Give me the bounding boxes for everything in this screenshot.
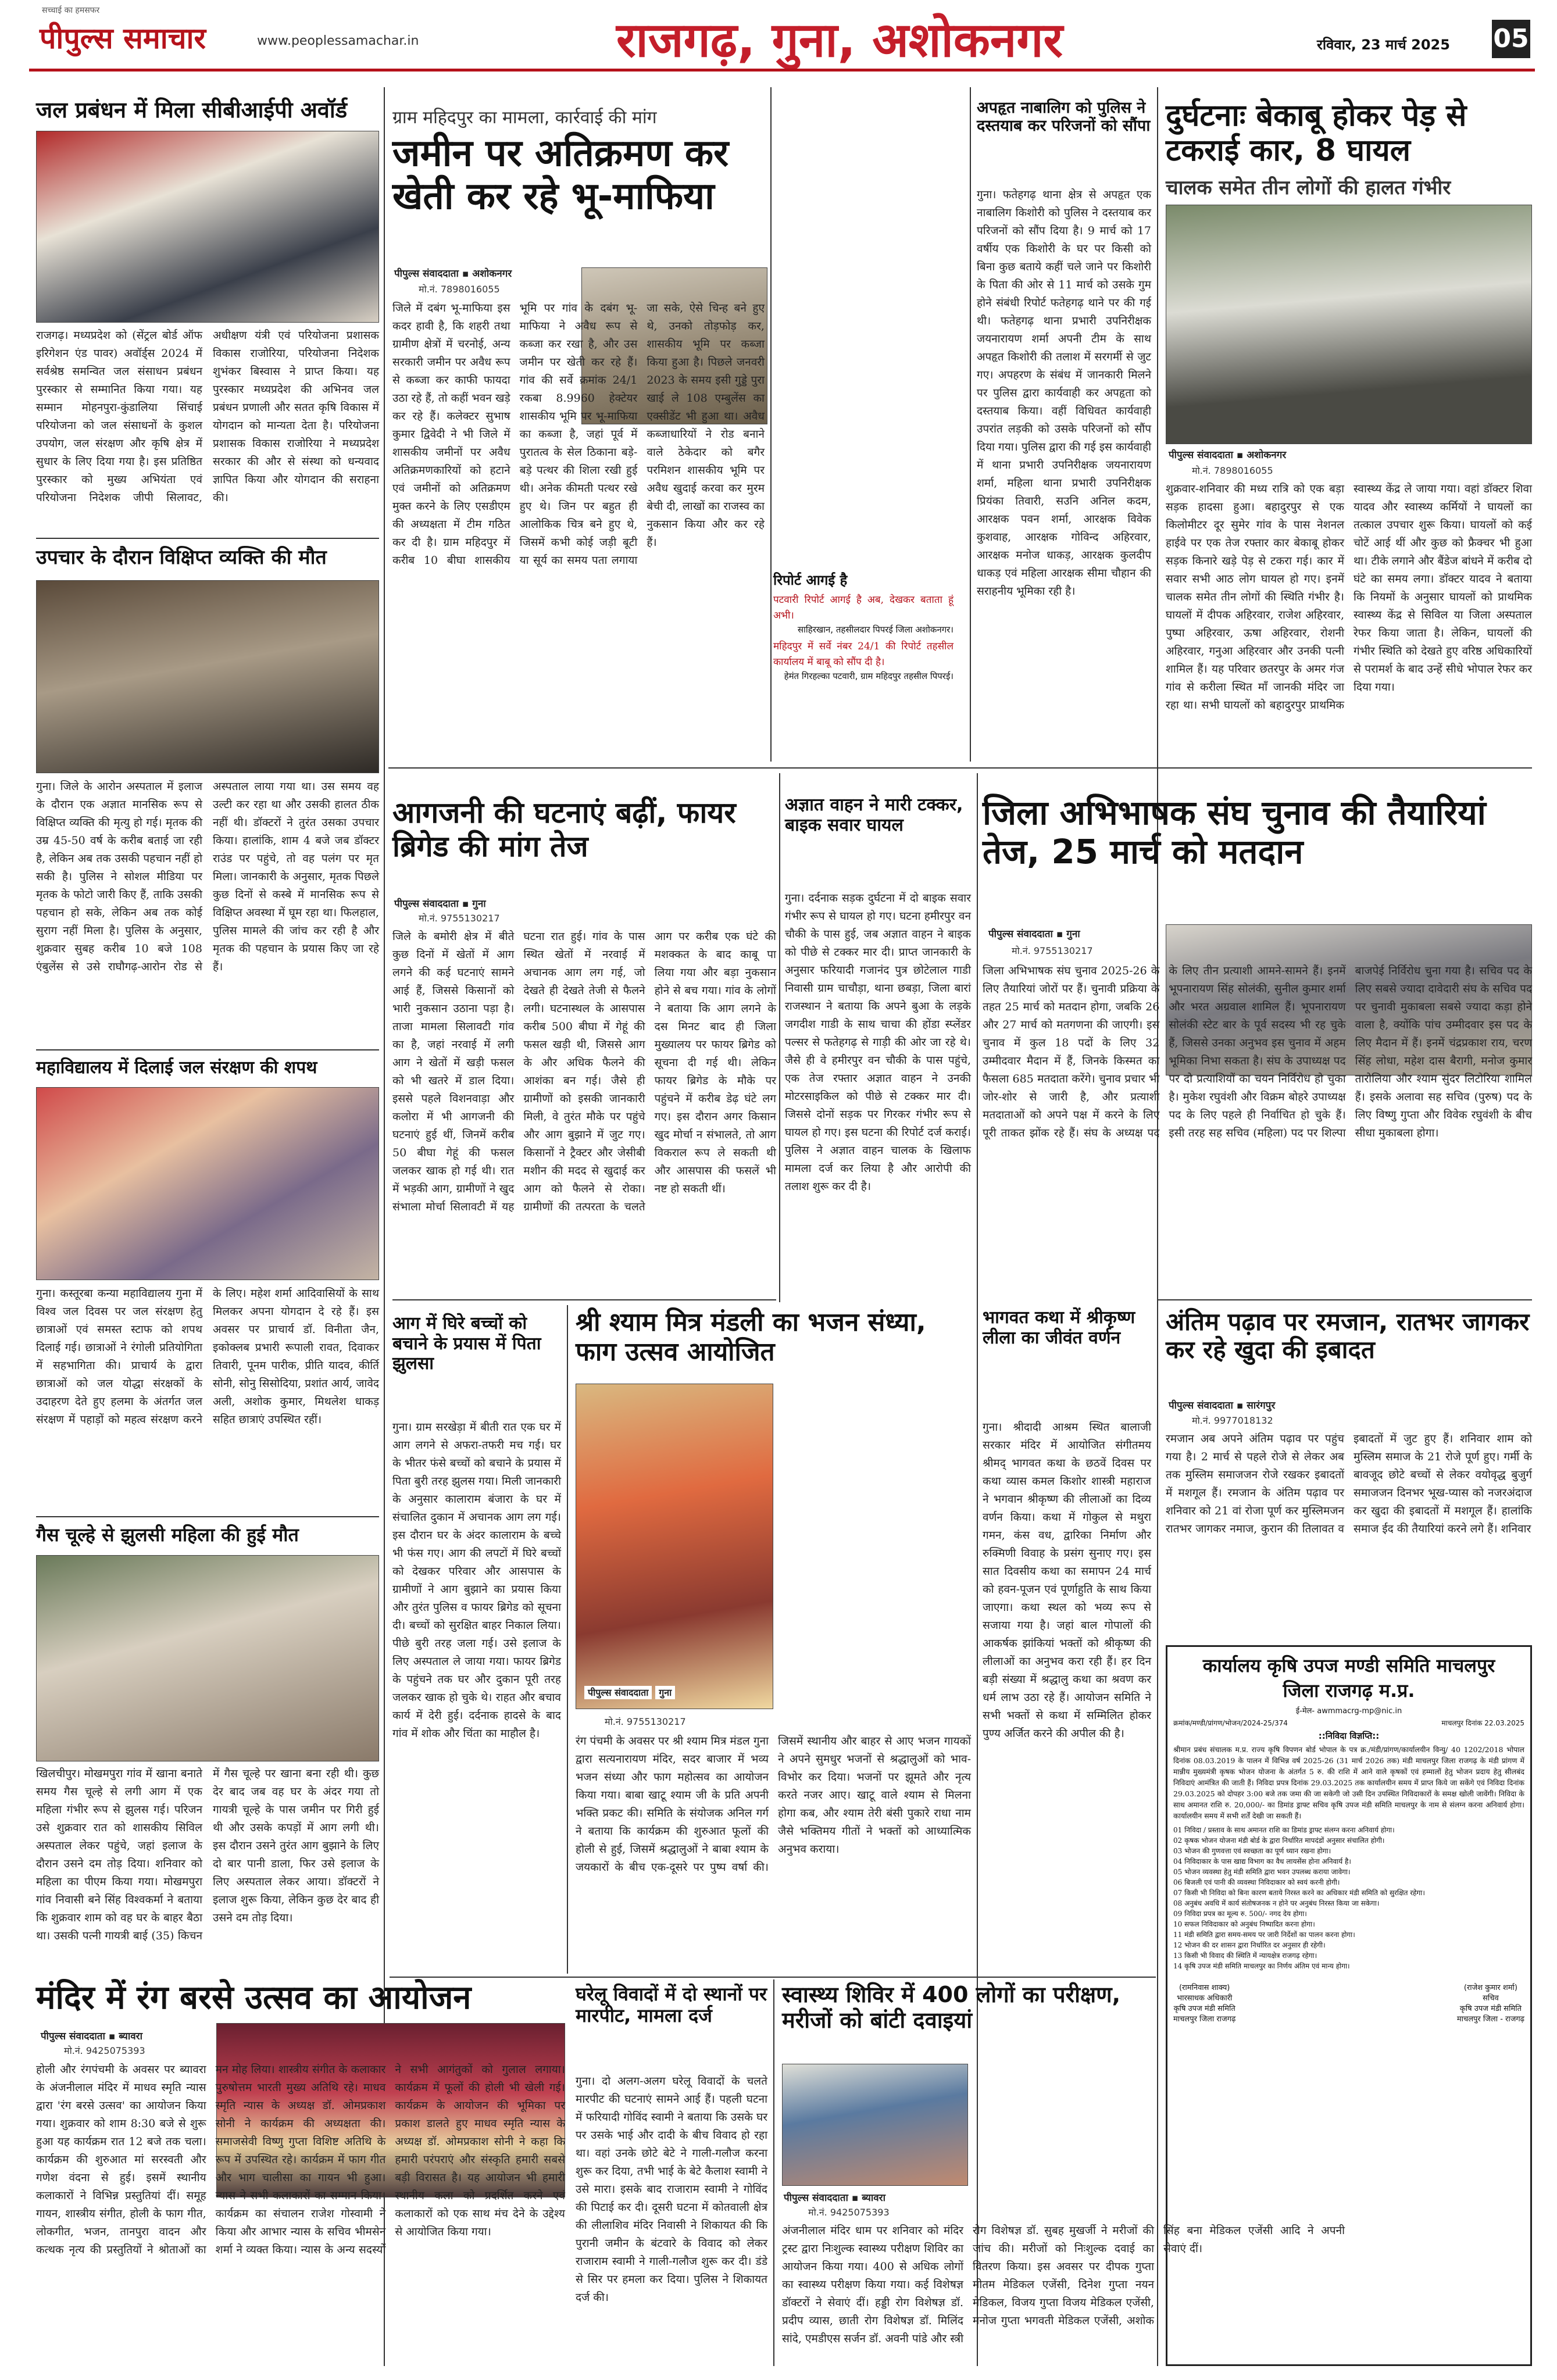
temple-byline: पीपुल्स संवाददाता ▪ ब्यावरा [41,2031,143,2042]
missing-headline: अपहृत नाबालिग को पुलिस ने दस्तयाब कर परिजनों को सौंपा [977,99,1151,135]
encroach-headline: जमीन पर अतिक्रमण कर खेती कर रहे भू-माफिया [392,132,729,218]
mental-body: गुना। जिले के आरोन अस्पताल में इलाज के दौरान एक अज्ञात मानसिक रूप से विक्षिप्त व्यक्ति की मृत्यु हो गई। मृतक की उम्र 45-50 वर्ष के करीब बताई जा रही है, लेकिन अब तक उसकी पहचान नहीं हो सकी है। पुलिस ने सोशल मीडिया पर मृतक के फोटो जारी किए हैं, ताकि उसकी पहचान हो सके, लेकिन अब तक कोई सुराग नहीं मिला है। पुलिस के अनुसार, शुक्रवार सुबह करीब 10 बजे 108 एंबुलेंस से उसे राघौगढ़-आरोन रोड से अस्पताल लाया गया था। उस समय वह उल्टी कर रहा था और उसकी हालत ठीक नहीं थी। डॉक्टरों ने तुरंत उसका उपचार किया। हालांकि, शाम 4 बजे जब डॉक्टर राउंड पर पहुंचे, तो वह पलंग पर मृत मिला। जानकारी के अनुसार, मृतक पिछले कुछ दिनों से कस्बे में मानसिक रूप से विक्षिप्त अवस्था में घूम रहा था। फिलहाल, पुलिस मामले की जांच कर रही है और मृतक की पहचान के प्रयास किए जा रहे हैं। [36,780,379,973]
accident-byline: पीपुल्स संवाददाता ▪ अशोकनगर [1169,449,1287,461]
bar-mobile: मो.नं. 9755130217 [1012,945,1093,956]
encroach-byline: पीपुल्स संवाददाता ▪ अशोकनगर [394,268,512,280]
tender-signatures [1173,1982,1524,2024]
fire-byline: पीपुल्स संवाददाता ▪ गुना [394,898,486,910]
byline-place: ब्यावरा [119,2031,143,2042]
issue-date: रविवार, 23 मार्च 2025 [1317,37,1450,53]
water-award-photo [36,131,379,323]
sig-title: माचलपुर जिला राजगढ़ [1173,2015,1236,2024]
college-photo [36,1087,379,1280]
byline-name: पीपुल्स संवाददाता [988,928,1053,940]
byline-place: ब्यावरा [862,2192,886,2204]
health-byline: पीपुल्स संवाददाता ▪ ब्यावरा [784,2192,886,2204]
accident-headline: दुर्घटनाः बेकाबू होकर पेड़ से टकराई कार, 8 घायल [1166,98,1467,168]
health-body: अंजनीलाल मंदिर धाम पर शनिवार को मंदिर ट्रस्ट द्वारा निःशुल्क स्वास्थ्य परीक्षण शिविर का आयोजन किया गया। 400 से अधिक लोगों का स्वास्थ्य परीक्षण किया गया। कई विशेषज्ञ डॉक्टरों ने सेवाएं दीं। हड्डी रोग विशेषज्ञ डॉ. प्रदीप व्यास, छाती रोग विशेषज्ञ डॉ. मिलिंद सांदे, एमडीएस सर्जन डॉ. अवनी पांडे और स्त्री रोग विशेषज्ञ डॉ. सुबह मुखर्जी ने मरीजों की जांच की। मरीजों को निःशुल्क दवाई का वितरण किया। इस अवसर पर दीपक गुप्ता मीतम मेडिकल एजेंसी, दिनेश गुप्ता नयन मेडिकल, विजय गुप्ता विजय मेडिकल एजेंसी, मनोज गुप्ता भगवती मेडिकल एजेंसी, अशोक सिंह बना मेडिकल एजेंसी आदि ने अपनी सेवाएं दीं। [782,2224,1345,2345]
divider [36,1049,379,1050]
tender-condition: 03 भोजन की गुणवत्ता एवं स्वच्छता का पूर्ण ध्यान रखना होगा। [1173,1847,1331,1855]
accident-mobile: मो.नं. 7898016055 [1192,465,1273,476]
bike-body: गुना। दर्दनाक सड़क दुर्घटना में दो बाइक सवार गंभीर रूप से घायल हो गए। घटना हमीरपुर वन चौकी के पास हुई, जब अज्ञात वाहन ने बाइक को पीछे से टक्कर मार दी। प्राप्त जानकारी के अनुसार फरियादी गजानंद पुत्र छोटेलाल गाडी निवासी ग्राम चाचौड़ा, थाना छबड़ा, जिला बारां राजस्थान ने बताया कि अपने बुआ के लड़के जगदीश गाडी के साथ चाचा की होंडा स्प्लेंडर पल्सर से फतेहगढ़ से गाड़ी की ओर जा रहे थे। जैसे ही वे हमीरपुर वन चौकी के पास पहुंचे, एक तेज रफ्तार अज्ञात वाहन ने उनकी मोटरसाइकिल को पीछे से टक्कर मार दी। जिससे दोनों सड़क पर गिरकर गंभीर रूप से घायल हो गए। इस घटना की रिपोर्ट दर्ज कराई। पुलिस ने अज्ञात वाहन चालक के खिलाफ मामला दर्ज कर लिया है और आरोपी की तलाश शुरू कर दी है। [785,892,971,1193]
health-headline: स्वास्थ्य शिविर में 400 लोगों का परीक्षण, मरीजों को बांटी दवाइयां [782,1982,1121,2033]
accident-photo [1166,205,1532,444]
temple-headline: मंदिर में रंग बरसे उत्सव का आयोजन [36,1979,472,2017]
tender-condition: 13 किसी भी विवाद की स्थिति में न्यायक्षेत्र राजगढ़ रहेगा। [1173,1952,1317,1960]
byline-place: अशोकनगर [472,268,512,280]
column-rule [770,87,772,762]
tender-email: ई-मेल- awmmacrg-mp@nic.in [1295,1707,1402,1716]
college-body: गुना। कस्तूरबा कन्या महाविद्यालय गुना में विश्व जल दिवस पर जल संरक्षण हेतु छात्राओं एवं समस्त स्टाफ को शपथ दिलाई गई। छात्राओं ने रंगोली प्रतियोगिता में सहभागिता की। प्राचार्य के द्वारा छात्राओं को जल योद्धा संरक्षकों के उदाहरण देते हुए हलमा के अंतर्गत जल संरक्षण में पहाड़ों को महत्व संरक्षण करने के लिए। महेश शर्मा आदिवासियों के साथ मिलकर अपना योगदान दे रहे हैं। इस अवसर पर प्राचार्य डॉ. विनीता जैन, इकोक्लब प्रभारी रूपाली रावत, दिवाकर तिवारी, पूनम पारीक, प्रीति यादव, कीर्ति सोनी, सोनु सिसोदिया, प्रशांत आर्य, जावेद अली, अशोक कुमार, मिथलेश धाकड़ सहित छात्राएं उपस्थित रहीं। [36,1287,379,1426]
tender-condition: 02 कृषक भोजन योजना मंडी बोर्ड के द्वारा निर्धारित मापदंडों अनुसार संचालित होगी। [1173,1836,1385,1845]
shyam-body: रंग पंचमी के अवसर पर श्री श्याम मित्र मंडल गुना द्वारा सत्यनारायण मंदिर, सदर बाजार में भव्य भजन संध्या और फाग महोत्सव का आयोजन किया गया। बाबा खाटू श्याम जी के प्रति अपनी भक्ति प्रकट की। समिति के संयोजक अनिल गर्ग ने बताया कि कार्यक्रम की शुरुआत फूलों की होली से हुई, जिसमें श्रद्धालुओं ने बाबा श्याम के जयकारों के बीच एक-दूसरे पर पुष्प वर्षा की। जिसमें स्थानीय और बाहर से आए भजन गायकों ने अपने सुमधुर भजनों से श्रद्धालुओं को भाव-विभोर कर दिया। भजनों पर झूमते और नृत्य करते नजर आए। खाटू वाले श्याम से मिलना होगा कब, और श्याम तेरी बंसी पुकारे राधा नाम जैसे भक्तिमय गीतों ने भक्तों को आध्यात्मिक अनुभव कराया। [576,1735,971,1874]
fire-body: जिले के बमोरी क्षेत्र में बीते कुछ दिनों में खेतों में आग लगने की कई घटनाएं सामने आई हैं, जिससे किसानों को भारी नुकसान उठाना पड़ा है। ताजा मामला सिलावटी गांव का है, जहां नरवाई में लगी आग ने खेतों में खड़ी फसल को भी खतरे में डाल दिया। इससे पहले विशनवाड़ा और कलोरा में भी आगजनी की घटनाएं हुई थीं, जिनमें करीब 50 बीघा गेहूं की फसल जलकर खाक हो गई थी। रात में भड़की आग, ग्रामीणों ने खुद संभाला मोर्चा सिलावटी में यह घटना रात हुई। गांव के पास स्थित खेतों में नरवाई में अचानक आग लग गई, जो देखते ही देखते तेजी से फैलने लगी। घटनास्थल के आसपास करीब 500 बीघा में गेहूं की फसल खड़ी थी, जिससे आग के और अधिक फैलने की आशंका बन गई। जैसे ही ग्रामीणों को इसकी जानकारी मिली, वे तुरंत मौके पर पहुंचे और आग बुझाने में जुट गए। किसानों ने ट्रैक्टर और जेसीबी मशीन की मदद से खुदाई कर आग को फैलने से रोका। ग्रामीणों की तत्परता के चलते आग पर करीब एक घंटे की मशक्कत के बाद काबू पा लिया गया और बड़ा नुकसान होने से बच गया। गांव के लोगों ने बताया कि आग लगने के दस मिनट बाद ही जिला मुख्यालय पर फायर ब्रिगेड को सूचना दी गई थी। लेकिन फायर ब्रिगेड के मौके पर पहुंचने में करीब डेढ़ घंटे लग गए। इस दौरान अगर किसान खुद मोर्चा न संभालते, तो आग विकराल रूप ले सकती थी और आसपास की फसलें भी नष्ट हो सकती थीं। [392,930,776,1213]
encroach-body: जिले में दबंग भू-माफिया इस कदर हावी है, कि शहरी तथा ग्रामीण क्षेत्रों में चरनोई, अन्य सरकारी जमीन पर अवैध रूप से कब्जा कर काफी फायदा उठा रहे हैं, तो कहीं भवन खड़े कर रहे हैं। कलेक्टर सुभाष कुमार द्विवेदी ने भी जिले में शासकीय जमीनों पर अवैध अतिक्रमणकारियों को हटाने एवं जमीनों को अतिक्रमण मुक्त करने के लिए एसडीएम की अध्यक्षता में टीम गठित कर दी है। ग्राम महिदपुर में करीब 10 बीघा शासकीय भूमि पर गांव के दबंग भू-माफिया ने अवैध रूप से कब्जा कर रखा है, और उस जमीन पर खेती कर रहे हैं। गांव की सर्वे क्रमांक 24/1 रकबा 8.9960 हेक्टेयर शासकीय भूमि पर भू-माफिया का कब्जा है, जहां पूर्व में पुरातत्व के सेल ठिकाना बड़े-बड़े पत्थर की शिला रखी हुई थी। अनेक कीमती पत्थर रखे हुए थे। जिन पर बहुत ही आलोकिक चित्र बने हुए थे, जिसमें कभी कोई जड़ी बूटी या सूर्य का समय पता लगाया जा सके, ऐसे चिन्ह बने हुए थे, उनको तोड़फोड़ कर, शासकीय भूमि पर कब्जा किया हुआ है। पिछले जनवरी 2023 के समय इसी गुड्डे पुरा खाई ले 108 एम्बुलेंस का एक्सीडेंट भी हुआ था। अवैध कब्जाधारियों ने रोड बनाने वाले ठेकेदार को बगैर परमिशन शासकीय भूमि पर अवैध खुदाई करवा कर मुरम बेची दी, लाखों का राजस्व का नुकसान किया और कर रहे हैं। [392,302,765,567]
fire-headline: आगजनी की घटनाएं बढ़ीं, फायर ब्रिगेड की मांग तेज [392,796,736,863]
report-box-title: रिपोर्ट आगई है [773,572,848,588]
fire-mobile: मो.नं. 9755130217 [419,913,500,924]
ramzan-body: रमजान अब अपने अंतिम पढ़ाव पर पहुंच गया है। 2 मार्च से पहले रोजे से लेकर अब तक मुस्लिम समाजजन रोजे रखकर इबादतों में मशगूल हैं। रमजान के अंतिम पढ़ाव पर शनिवार को 21 वां रोजा पूर्ण कर मुस्लिमजन रातभर जागकर नमाज, कुरान की तिलावत व इबादतों में जुट हुए हैं। शनिवार शाम को मुस्लिम समाज के 21 रोजे पूर्ण हुए। गर्मी के बावजूद छोटे बच्चों से लेकर वयोवृद्ध बुजुर्ग समाजजन दिनभर भूख-प्यास को नजरअंदाज कर खुदा की इबादतों में मशगूल हैं। हालांकि समाज ईद की तैयारियां करने लगे हैं। शनिवार [1166,1432,1532,1535]
report-name2: हेमंत गिरहल्का पटवारी, ग्राम महिदपुर तहसील पिपरई। [784,670,954,681]
column-rule [773,1979,774,2366]
tender-condition: 11 मंडी समिति द्वारा समय-समय पर जारी निर्देशों का पालन करना होगा। [1173,1931,1355,1939]
ramzan-byline: पीपुल्स संवाददाता ▪ सारंगपुर [1169,1400,1276,1411]
tender-title-line2: जिला राजगढ़ म.प्र. [1283,1679,1415,1702]
report-quote1: पटवारी रिपोर्ट आगई है अब, देखकर बताता हूं अभी। [773,594,954,621]
masthead [0,0,1557,74]
bhagwat-body: गुना। श्रीदादी आश्रम स्थित बालाजी सरकार मंदिर में आयोजित संगीतमय श्रीमद् भागवत कथा के छठवें दिवस पर कथा व्यास कमल किशोर शास्त्री महाराज ने भगवान श्रीकृष्ण की लीलाओं का दिव्य वर्णन किया। कथा में गोकुल से मथुरा गमन, कंस वध, द्वारिका निर्माण और रुक्मिणी विवाह के प्रसंग सुनाए गए। इस सात दिवसीय कथा का समापन 24 मार्च को हवन-पूजन एवं पूर्णाहुति के साथ किया जाएगा। कथा स्थल को भव्य रूप से सजाया गया है। जहां बाल गोपालों की आकर्षक झांकियां भक्तों को श्रीकृष्ण की लीलाओं का अनुभव करा रही हैं। हर दिन बड़ी संख्या में श्रद्धालु कथा का श्रवण कर धर्म लाभ उठा रहे हैं। आयोजन समिति ने सभी भक्तों से कथा में सम्मिलित होकर पुण्य अर्जित करने की अपील की है। [983,1421,1151,1740]
tender-notice [1166,1645,1532,2366]
mental-headline: उपचार के दौरान विक्षिप्त व्यक्ति की मौत [36,546,327,569]
byline-place: गुना [1066,928,1080,940]
tender-sig-right [1457,1982,1524,2024]
health-photo [782,2064,968,2186]
tender-condition: 05 भोजन व्यवस्था हेतु मंडी समिति द्वारा भवन उपलब्ध कराया जावेगा। [1173,1868,1351,1876]
divider [390,1977,1156,1978]
tender-condition: 09 निविदा प्रपत्र का मूल्य रु. 500/- नगद देय होगा। [1173,1910,1307,1918]
website-url[interactable]: www.peoplessamachar.in [257,34,419,48]
shyam-mobile: मो.नं. 9755130217 [605,1716,686,1727]
byline-place: सारंगपुर [1247,1400,1276,1411]
byline-name: पीपुल्स संवाददाता [1169,1400,1233,1411]
byline-place: अशोकनगर [1247,449,1287,461]
byline-name: पीपुल्स संवाददाता [784,2192,848,2204]
tender-title-line1: कार्यालय कृषि उपज मण्डी समिति माचलपुर [1202,1654,1495,1677]
sig-title: कृषि उपज मंडी समिति [1459,2004,1522,2013]
tender-condition: 14 कृषि उपज मंडी समिति माचलपुर का निर्णय अंतिम एवं मान्य होगा। [1173,1962,1350,1970]
byline-name: पीपुल्स संवाददाता [1169,449,1233,461]
sig-title: भारसाधक अधिकारी [1176,1994,1233,2003]
tender-condition: 08 अनुबंध अवधि में कार्य संतोषजनक न होने पर अनुबंध निरस्त किया जा सकेगा। [1173,1899,1380,1907]
sig-title: माचलपुर जिला - राजगढ़ [1456,2015,1524,2024]
water-headline: जल प्रबंधन में मिला सीबीआईपी अवॉर्ड [36,97,348,123]
dispute-headline: घरेलू विवादों में दो स्थानों पर मारपीट, मामला दर्ज [576,1983,767,2027]
tender-condition: 07 किसी भी निविदा को बिना कारण बताये निरस्त करने का अधिकार मंडी समिति को सुरक्षित रहेगा। [1173,1889,1425,1897]
shyam-headline: श्री श्याम मित्र मंडली का भजन संध्या, फाग उत्सव आयोजित [576,1307,926,1367]
byline-name: पीपुल्स संवाददाता [41,2031,105,2042]
page-number: 05 [1492,20,1530,58]
byline-name: पीपुल्स संवाददाता [584,1686,652,1699]
divider [392,1299,776,1300]
column-rule [977,773,978,2366]
bike-headline: अज्ञात वाहन ने मारी टक्कर, बाइक सवार घायल [785,795,963,835]
byline-name: पीपुल्स संवाददाता [394,268,459,280]
fire2-body: गुना। ग्राम सरखेड़ा में बीती रात एक घर में आग लगने से अफरा-तफरी मच गई। घर के भीतर फंसे बच्चों को बचाने के प्रयास में पिता बुरी तरह झुलस गया। मिली जानकारी के अनुसार कालाराम बंजारा के घर में संचालित दुकान में अचानक आग लग गई। इस दौरान घर के अंदर कालाराम के बच्चे भी फंस गए। आग की लपटों में घिरे बच्चों को देखकर परिवार और आसपास के ग्रामीणों ने आग बुझाने का प्रयास किया और तुरंत पुलिस व फायर ब्रिगेड को सूचना दी। बच्चों को सुरक्षित बाहर निकाल लिया। पीछे बुरी तरह जला गई। उसे इलाज के लिए अस्पताल ले जाया गया। फायर ब्रिगेड के पहुंचने तक घर और दुकान पूरी तरह जलकर खाक हो चुके थे। राहत और बचाव कार्य में देरी हुई। दर्दनाक हादसे के बाद गांव में शोक और चिंता का माहौल है। [392,1421,561,1740]
tender-condition: 04 निविदाकार के पास खाद्य विभाग का वैध लायसेंस होना अनिवार्य है। [1173,1857,1351,1866]
bar-headline: जिला अभिभाषक संघ चुनाव की तैयारियां तेज, 25 मार्च को मतदान [983,793,1486,871]
sig-title: सचिव [1483,1994,1499,2003]
column-rule [779,773,780,1302]
encroach-kicker: ग्राम महिदपुर का मामला, कार्रवाई की मांग [392,108,657,128]
byline-name: पीपुल्स संवाददाता [394,898,459,910]
bar-byline: पीपुल्स संवाददाता ▪ गुना [988,928,1080,940]
tender-condition: 01 निविदा / प्रस्ताव के साथ अमानत राशि का डिमांड ड्राफ्ट संलग्न करना अनिवार्य होगा। [1173,1826,1395,1834]
masthead-rule [29,69,1535,72]
tender-condition: 06 बिजली एवं पानी की व्यवस्था निविदाकार को स्वयं करनी होगी। [1173,1878,1340,1886]
tender-date: माचलपुर दिनांक 22.03.2025 [1441,1719,1524,1727]
accident-body: शुक्रवार-शनिवार की मध्य रात्रि को एक बड़ा सड़क हादसा हुआ। बहादुरपुर से एक किलोमीटर दूर सुमेर गांव के पास नेशनल हाईवे पर एक तेज रफ्तार कार बेकाबू होकर सड़क किनारे खड़े पेड़ से टकरा गई। कार में सवार सभी आठ लोग घायल हो गए। इनमें चालक समेत तीन लोगों की स्थिति गंभीर है। घायलों में दीपक अहिरवार, राजेश अहिरवार, पुष्पा अहिरवार, ऊषा अहिरवार, रोशनी अहिरवार, गनुआ अहिरवार और उनकी पत्नी शामिल हैं। यह परिवार छतरपुर के अमर गंज गांव से करीला स्थित माँ जानकी मंदिर जा रहा था। सभी घायलों को बहादुरपुर प्राथमिक स्वास्थ्य केंद्र ले जाया गया। वहां डॉक्टर शिवा यादव और स्वास्थ्य कर्मियों ने घायलों का तत्काल उपचार शुरू किया। घायलों को कई चोटें आई थीं और कुछ को फ्रैक्चर भी हुआ था। टीके लगाने और बैंडेज बांधने में करीब दो घंटे का समय लगा। डॉक्टर यादव ने बताया कि नियमों के अनुसार घायलों को प्राथमिक स्वास्थ्य केंद्र से सिविल या जिला अस्पताल रेफर किया जाता है। लेकिन, घायलों की गंभीर स्थिति को देखते हुए वरिष्ठ अधिकारियों से परामर्श के बाद उन्हें सीधे भोपाल रेफर कर दिया गया। [1166,483,1532,712]
tender-notice-label: ::निविदा विज्ञप्ति:: [1318,1731,1380,1741]
bar-body: जिला अभिभाषक संघ चुनाव 2025-26 के लिए तैयारियां जोरों पर हैं। चुनावी प्रक्रिया के तहत 25 मार्च को मतदान होगा, जबकि 26 और 27 मार्च को मतगणना की जाएगी। इस चुनाव में कुल 18 पदों के लिए 32 उम्मीदवार मैदान में हैं, जिनके किस्मत का फैसला 685 मतदाता करेंगे। चुनाव प्रचार भी जोर-शोर से जारी है, और प्रत्याशी मतदाताओं को अपने पक्ष में करने के लिए पूरी ताकत झोंक रहे हैं। संघ के अध्यक्ष पद के लिए तीन प्रत्याशी आमने-सामने हैं। इनमें भूपनारायण सिंह सोलंकी, सुनील कुमार शर्मा और भरत अग्रवाल शामिल हैं। भूपनारायण सोलंकी स्टेट बार के पूर्व सदस्य भी रह चुके हैं, जिससे उनका अनुभव इस चुनाव में अहम भूमिका निभा सकता है। संघ के उपाध्यक्ष पद पर दो प्रत्याशियों का चयन निर्विरोध हो चुका है। मुकेश रघुवंशी और विक्रम बोहरे उपाध्यक्ष पद के लिए पहले ही निर्वाचित हो चुके हैं। इसी तरह सह सचिव (महिला) पद पर शिल्पा बाजपेई निर्विरोध चुना गया है। सचिव पद के लिए सबसे ज्यादा दावेदारी संघ के सचिव पद पर चुनावी मुकाबला सबसे ज्यादा कड़ा होने वाला है, क्योंकि पांच उम्मीदवार इस पद के लिए मैदान में हैं। इनमें चंद्रप्रकाश राय, चरण सिंह लोधा, महेश दास बैरागी, मनोज कुमार तारोलिया और श्याम सुंदर लिटोरिया शामिल हैं। इसके अलावा सह सचिव (पुरुष) पद के लिए विष्णु गुप्ता और विवेक रघुवंशी के बीच सीधा मुकाबला होगा। [983,964,1532,1139]
tender-condition: 12 भोजन की दर शासन द्वारा निर्धारित दर अनुसार ही रहेगी। [1173,1941,1326,1949]
report-quote2: महिदपुर में सर्वे नंबर 24/1 की रिपोर्ट तहसील कार्यालय में बाबू को सौंप दी है। [773,640,954,668]
byline-place: गुना [472,898,486,910]
divider [983,767,1532,769]
shyam-photo [576,1384,773,1709]
paper-tagline: सच्चाई का हमसफर [42,6,100,15]
ramzan-headline: अंतिम पढ़ाव पर रमजान, रातभर जागकर कर रहे खुदा की इबादत [1166,1307,1530,1364]
divider [1157,1299,1532,1300]
tender-ref: क्रमांक/मण्डी/प्रांगण/भोजन/2024-25/374 [1173,1719,1288,1727]
section-title: राजगढ़, गुना, अशोकनगर [616,13,1063,68]
paper-logo: पीपुल्स समाचार [40,22,206,55]
encroach-mobile: मो.नं. 7898016055 [419,284,500,295]
byline-place: गुना [655,1686,675,1699]
sig-name: (राजेश कुमार शर्मा) [1463,1984,1517,1992]
temple-mobile: मो.नं. 9425075393 [64,2045,145,2056]
report-name1: साहिरखान, तहसीलदार पिपरई जिला अशोकनगर। [797,624,954,635]
missing-body: गुना। फतेहगढ़ थाना क्षेत्र से अपहृत एक नाबालिग किशोरी को पुलिस ने दस्तयाब कर परिजनों को सौंप दिया है। 9 मार्च को 17 वर्षीय एक किशोरी के घर पर किसी को बिना कुछ बताये कहीं चले जाने पर किशोरी के पिता की ओर से 11 मार्च को उसके गुम होने संबंधी रिपोर्ट फतेहगढ़ थाने पर की गई थी। फतेहगढ़ थाना प्रभारी उपनिरीक्षक जयनारायण शर्मा अपनी टीम के साथ अपहृत किशोरी की तलाश में सरगर्मी से जुट गए। अपहरण के संबंध में जानकारी मिलने पर पुलिस द्वारा कार्यवाही कर अपहृता को दस्तयाब किया। वहीं विधिवत कार्यवाही उपरांत लड़की को उसके परिजनों को सौंप दिया गया। पुलिस द्वारा की गई इस कार्यवाही में थाना प्रभारी उपनिरीक्षक जयनारायण शर्मा, महिला थाना प्रभारी उपनिरीक्षक प्रियंका तिवारी, सउनि अनिल कदम, आरक्षक पवन शर्मा, आरक्षक विवेक कुशवाह, आरक्षक गोविन्द अहिरवार, आरक्षक मनोज धाकड़, आरक्षक कुलदीप धाकड़ एवं महिला आरक्षक सीमा चौहान की सराहनीय भूमिका रही है। [977,188,1151,598]
tender-condition: 10 सफल निविदाकार को अनुबंध निष्पादित करना होगा। [1173,1920,1315,1928]
gas-body: खिलचीपुर। मोखमपुरा गांव में खाना बनाते समय गैस चूल्हे से लगी आग में एक महिला गंभीर रूप से झुलस गई। परिजन उसे शुक्रवार रात को शासकीय सिविल अस्पताल लेकर पहुंचे, जहां इलाज के दौरान उसने दम तोड़ दिया। शनिवार को महिला का पीएम किया गया। मोखमपुरा गांव निवासी बने सिंह विश्वकर्मा ने बताया कि शुक्रवार शाम को वह घर के बाहर बैठा था। उसकी पत्नी गायत्री बाई (35) किचन में गैस चूल्हे पर खाना बना रही थी। कुछ देर बाद जब वह घर के अंदर गया तो गायत्री चूल्हे के पास जमीन पर गिरी हुई थी और उसके कपड़ों में आग लगी थी। इस दौरान उसने तुरंत आग बुझाने के लिए दो बार पानी डाला, फिर उसे इलाज के लिए अस्पताल लेकर आया। डॉक्टरों ने इलाज शुरू किया, लेकिन कुछ देर बाद ही उसने दम तोड़ दिया। [36,1767,379,1942]
tender-body: श्रीमान प्रबंध संचालक म.प्र. राज्य कृषि विपणन बोर्ड भोपाल के पत्र क्र./मंडी/प्रांगण/कार्यालयीन विन्यु/ 40 1202/2018 भोपाल दिनांक 08.03.2019 के पालन में विभिन्न वर्ष 2025-26 (31 मार्च 2026 तक) मंडी माचलपुर जिला राजगढ़ के मंडी प्रांगण में मान्नीय मुख्यमंत्री कृषक भोजन योजना के अंतर्गत 5 रु. की राशि में आने वाले कृषकों एवं हम्मालों हेतु भोजन प्रदाय हेतु सीलबंद निविदाएं आमंत्रित की जाती हैं। निविदा प्रपत्र दिनांक 29.03.2025 तक कार्यालयीन समय में प्राप्त किये जा सकेंगे एवं निविदा दिनांक 29.03.2025 को दोपहर 3:00 बजे तक जमा की जा सकेगी जो उसी दिन उपस्थित निविदाकारों के समक्ष खोली जावेंगी। निविदा के साथ अमानत राशि रु. 20,000/- का डिमांड ड्राफ्ट सचिव कृषि उपज मंडी समिति माचलपुर के नाम से संलग्न करना अनिवार्य होगा। कार्यालयीन समय में सभी शर्तें देखी जा सकती हैं। [1173,1745,1524,1820]
sig-title: कृषि उपज मंडी समिति [1173,2004,1235,2013]
health-mobile: मो.नं. 9425075393 [808,2207,890,2218]
sig-name: (रामनिवास शाक्य) [1179,1984,1230,1992]
shyam-byline [584,1686,675,1699]
gas-headline: गैस चूल्हे से झुलसी महिला की हुई मौत [36,1524,299,1546]
column-rule [970,87,971,762]
fire2-headline: आग में घिरे बच्चों को बचाने के प्रयास में पिता झुलसा [392,1313,541,1374]
ramzan-mobile: मो.नं. 9977018132 [1192,1415,1273,1426]
column-rule [567,1305,568,1974]
mental-photo [36,580,379,773]
encroach-report-box [773,573,954,759]
tender-conditions [1173,1825,1524,1971]
tender-sig-left [1173,1982,1235,2024]
gas-photo [36,1555,379,1761]
divider [36,538,379,539]
water-body: राजगढ़। मध्यप्रदेश को (सेंट्रल बोर्ड ऑफ इरिगेशन एंड पावर) अवॉर्ड्स 2024 में सर्वश्रेष्ठ समन्वित जल संसाधन प्रबंधन पुरस्कार से सम्मानित किया गया। यह सम्मान मोहनपुरा-कुंडालिया सिंचाई परियोजना को जल संसाधनों के कुशल उपयोग, जल संरक्षण और कृषि क्षेत्र में सुधार के लिए दिया गया है। इस प्रतिष्ठित पुरस्कार को मुख्य अभियंता एवं परियोजना निदेशक जीपी सिलावट, अधीक्षण यंत्री एवं परियोजना प्रशासक विकास राजोरिया, परियोजना निदेशक शुभंकर बिस्वास ने प्राप्त किया। यह पुरस्कार मध्यप्रदेश की अभिनव जल प्रबंधन प्रणाली और सतत कृषि विकास में योगदान को मान्यता देता है। परियोजना प्रशासक विकास राजोरिया ने मध्यप्रदेश सरकार की और से संस्था को धन्यवाद ज्ञापित किया और योगदान की सराहना की। [36,329,379,504]
college-headline: महाविद्यालय में दिलाई जल संरक्षण की शपथ [36,1057,317,1078]
temple-body: होली और रंगपंचमी के अवसर पर ब्यावरा के अंजनीलाल मंदिर में माधव स्मृति न्यास द्वारा 'रंग बरसे उत्सव' का आयोजन किया गया। शुक्रवार को शाम 8:30 बजे से शुरू हुआ यह कार्यक्रम रात 12 बजे तक चला। कार्यक्रम की शुरुआत मां सरस्वती और गणेश वंदना से हुई। इसमें स्थानीय कलाकारों ने विभिन्न प्रस्तुतियां दीं। समूह गायन, शास्त्रीय संगीत, होली के फाग गीत, लोकगीत, भजन, तानपुरा वादन और कत्थक नृत्य की प्रस्तुतियों ने श्रोताओं का मन मोह लिया। शास्त्रीय संगीत के कलाकार पुरुषोत्तम भारती मुख्य अतिथि रहे। माधव स्मृति न्यास के अध्यक्ष डॉ. ओमप्रकाश सोनी ने कार्यक्रम की अध्यक्षता की। समाजसेवी विष्णु गुप्ता विशिष्ट अतिथि के रूप में उपस्थित रहे। कार्यक्रम में फाग गीत और भाग चालीसा का गायन भी हुआ। न्यास ने सभी कलाकारों का सम्मान किया। कार्यक्रम का संचालन राजेश गोस्वामी ने किया और आभार न्यास के सचिव भीमसेन शर्मा ने व्यक्त किया। न्यास के अन्य सदस्यों ने सभी आगंतुकों को गुलाल लगाया। कार्यक्रम में फूलों की होली भी खेली गई। कार्यक्रम के आयोजन की भूमिका पर प्रकाश डालते हुए माधव स्मृति न्यास के अध्यक्ष डॉ. ओमप्रकाश सोनी ने कहा कि हमारी परंपराएं और संस्कृति हमारी सबसे बड़ी विरासत है। यह आयोजन भी हमारी स्थानीय कला को प्रदर्शित करने एवं कलाकारों को एक साथ मंच देने के उद्देश्य से आयोजित किया गया। [36,2063,565,2256]
dispute-body: गुना। दो अलग-अलग घरेलू विवादों के चलते मारपीट की घटनाएं सामने आई हैं। पहली घटना में फरियादी गोविंद स्वामी ने बताया कि उसके घर पर उसके भाई और दादी के बीच विवाद हो रहा था। वहां उनके छोटे बेटे ने गाली-गलौज करना शुरू कर दिया, तभी भाई के बेटे कैलाश स्वामी ने उसे मारा। इसके बाद राजाराम स्वामी ने गोविंद की पिटाई कर दी। दूसरी घटना में कोतवाली क्षेत्र की लीलाशिव मंदिर निवासी ने शिकायत की कि पुरानी जमीन के बंटवारे के विवाद को लेकर राजाराम स्वामी ने गाली-गलौज शुरू कर दी। डंडे से सिर पर हमला कर दिया। पुलिस ने शिकायत दर्ज की। [576,2075,767,2304]
bhagwat-headline: भागवत कथा में श्रीकृष्ण लीला का जीवंत वर्णन [983,1307,1135,1348]
accident-subhead: चालक समेत तीन लोगों की हालत गंभीर [1166,176,1451,199]
tender-ref-row [1173,1718,1524,1728]
divider [36,1516,379,1517]
